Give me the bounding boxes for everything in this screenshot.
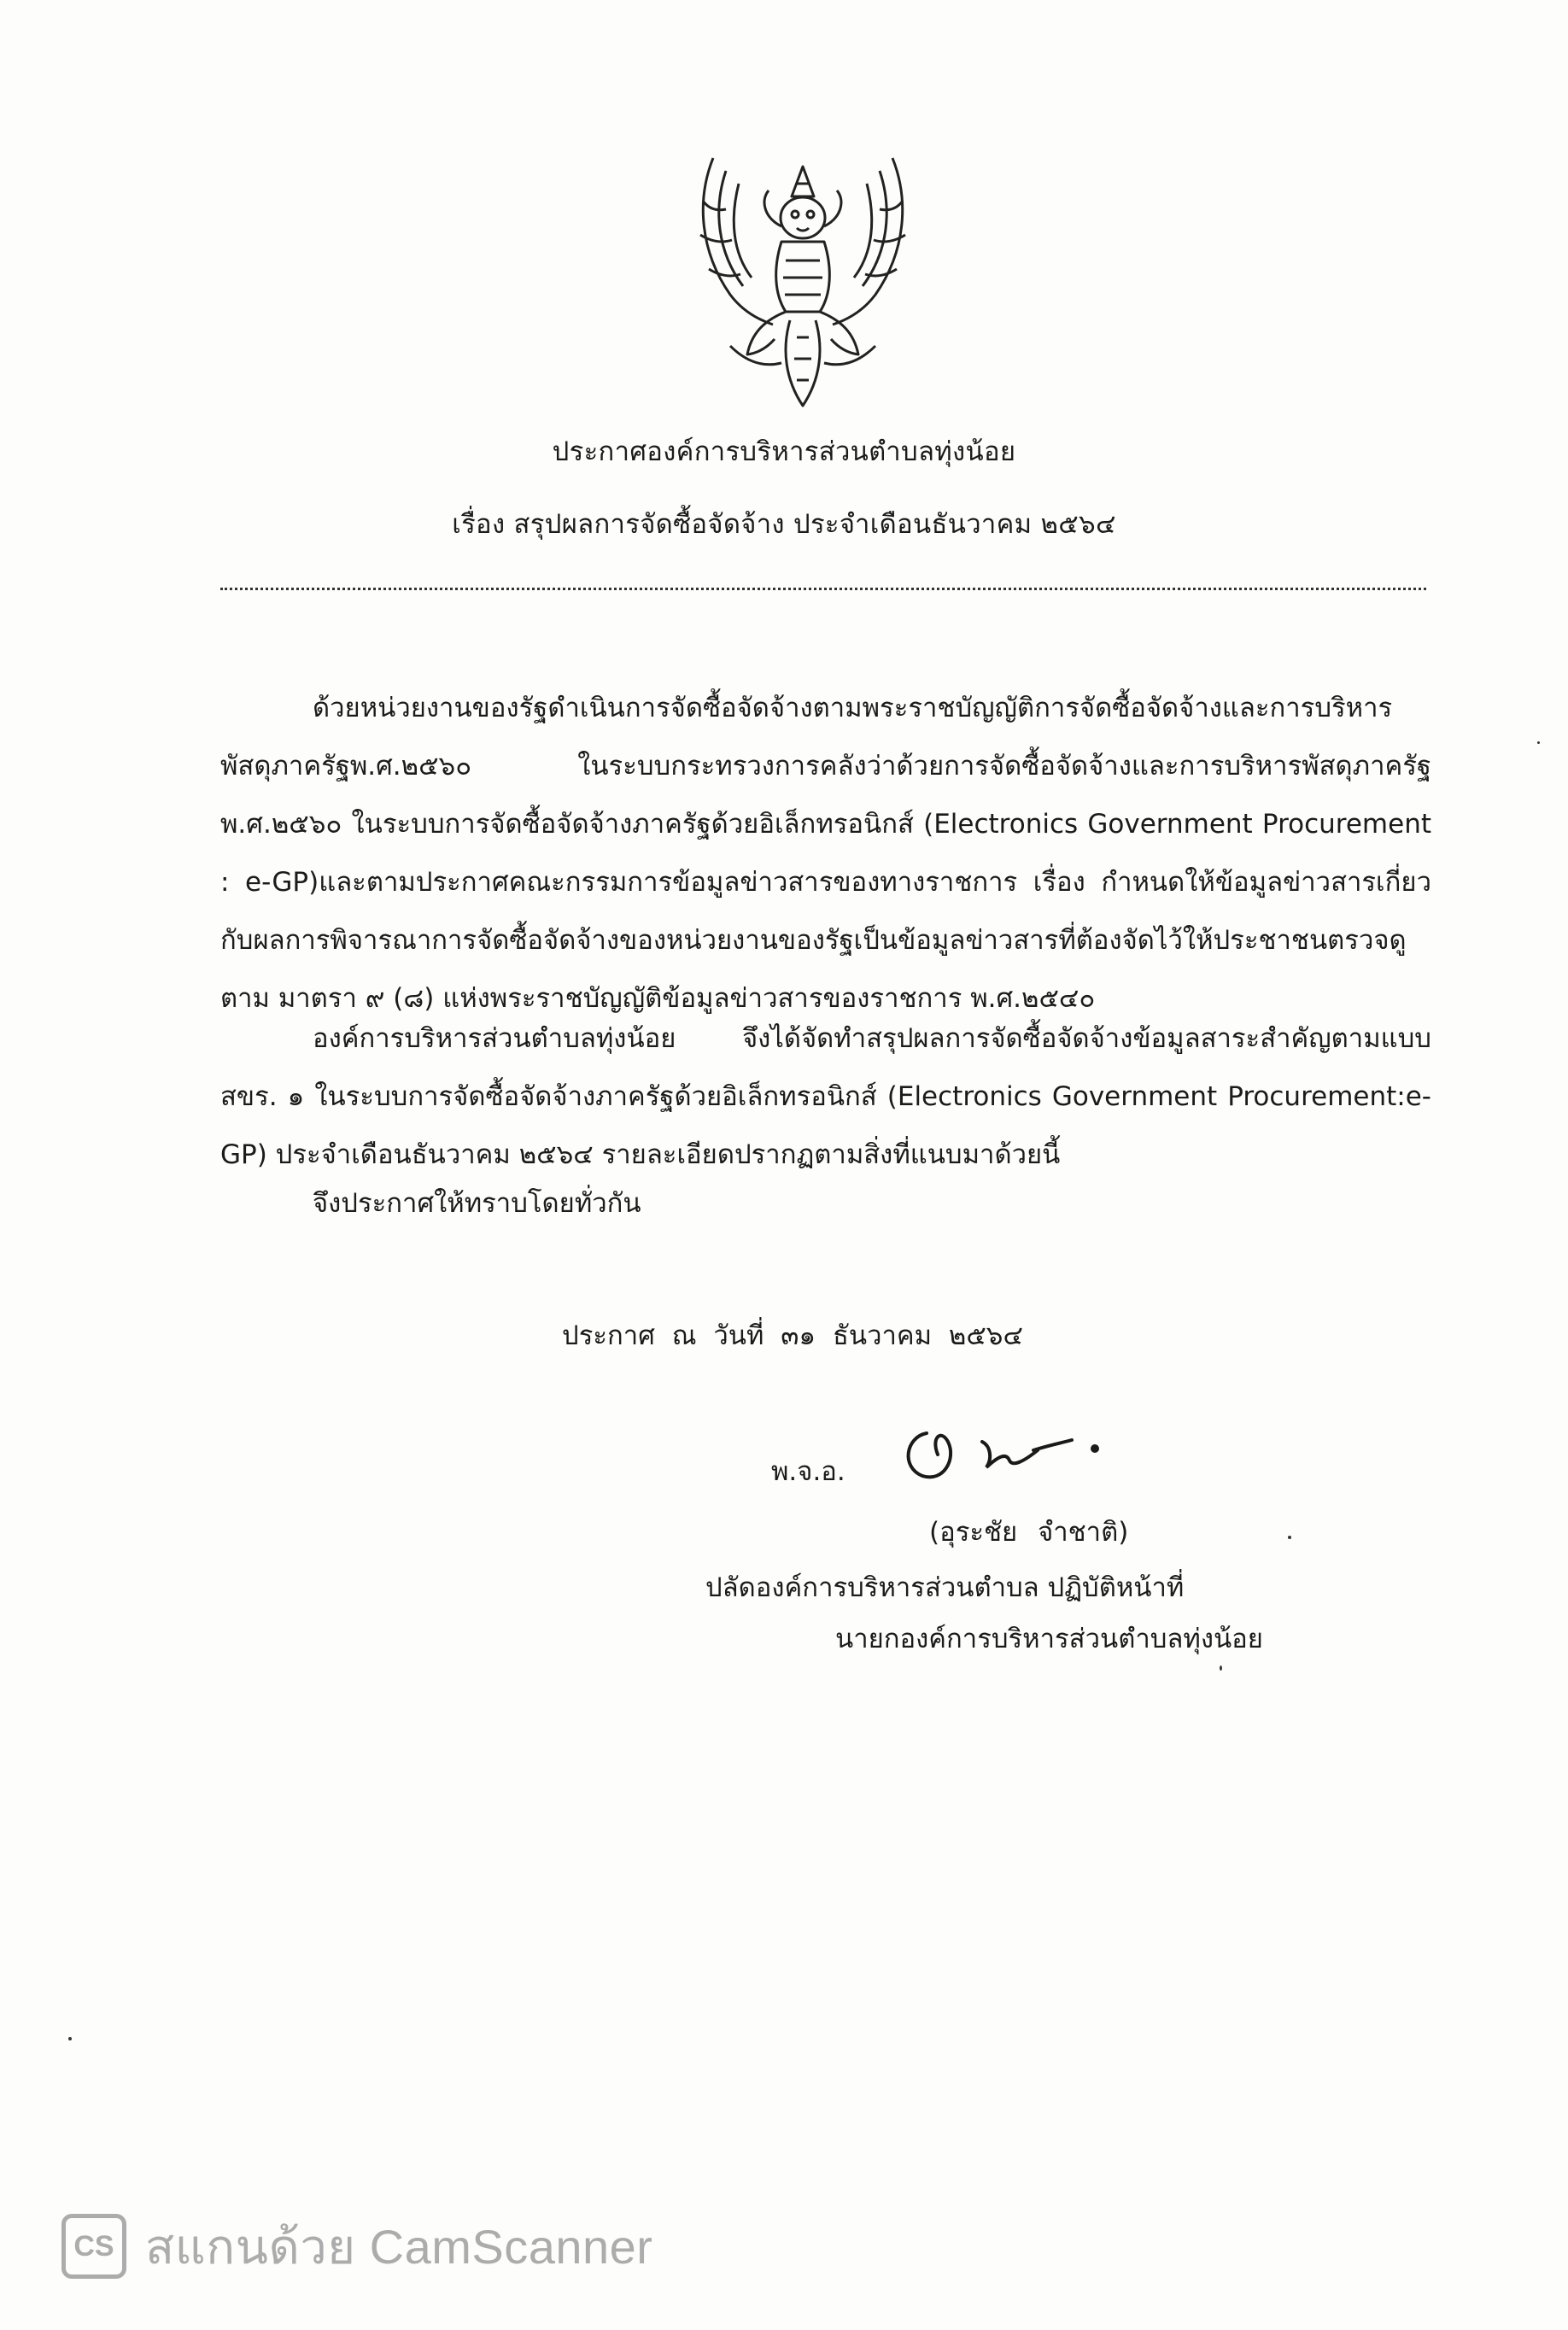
signatory-rank: พ.จ.อ. bbox=[771, 1456, 845, 1487]
subject-line: เรื่อง สรุปผลการจัดซื้อจัดจ้าง ประจำเดือนธันวาคม ๒๕๖๔ bbox=[452, 509, 1116, 540]
announcement-date: ประกาศ ณ วันที่ ๓๑ ธันวาคม ๒๕๖๔ bbox=[562, 1320, 1023, 1351]
dotted-divider bbox=[220, 588, 1426, 590]
garuda-emblem-icon bbox=[679, 149, 927, 423]
body-paragraph-3: จึงประกาศให้ทราบโดยทั่วกัน bbox=[313, 1188, 641, 1219]
body-paragraph-2: องค์การบริหารส่วนตำบลทุ่งน้อย จึงได้จัดทำสรุปผลการจัดซื้อจัดจ้างข้อมูลสาระสำคัญตามแบบ สขร. ๑ ในระบบการจัดซื้อจัดจ้างภาครัฐด้วยอิเล็กทรอนิกส์ (Electronics Government Procurement:e-GP) ประจำเดือนธันวาคม ๒๕๖๔ รายละเอียดปรากฏตามสิ่งที่แนบมาด้วยนี้ bbox=[220, 1023, 1431, 1170]
scan-speck bbox=[1288, 1536, 1291, 1539]
scan-speck bbox=[1537, 741, 1540, 744]
signatory-position-1: ปลัดองค์การบริหารส่วนตำบล ปฏิบัติหน้าที่ bbox=[705, 1572, 1185, 1603]
scan-speck bbox=[1220, 1666, 1222, 1671]
handwritten-signature bbox=[897, 1408, 1119, 1493]
camscanner-logo-icon: CS bbox=[61, 2214, 126, 2279]
watermark-text: สแกนด้วย CamScanner bbox=[145, 2219, 653, 2274]
signatory-name: (อุระชัย จำชาติ) bbox=[929, 1517, 1129, 1548]
announcement-title: ประกาศองค์การบริหารส่วนตำบลทุ่งน้อย bbox=[552, 436, 1016, 467]
body-paragraph-1: ด้วยหน่วยงานของรัฐดำเนินการจัดซื้อจัดจ้างตามพระราชบัญญัติการจัดซื้อจัดจ้างและการบริหารพัสดุภาครัฐพ.ศ.๒๕๖๐ ในระบบกระทรวงการคลังว่าด้วยการจัดซื้อจัดจ้างและการบริหารพัสดุภาครัฐ พ.ศ.๒๕๖๐ ในระบบการจัดซื้อจัดจ้างภาครัฐด้วยอิเล็กทรอนิกส์ (Electronics Government Procurement : e-GP)และตามประกาศคณะกรรมการข้อมูลข่าวสารของทางราชการ เรื่อง กำหนดให้ข้อมูลข่าวสารเกี่ยวกับผลการพิจารณาการจัดซื้อจัดจ้างของหน่วยงานของรัฐเป็นข้อมูลข่าวสารที่ต้องจัดไว้ให้ประชาชนตรวจดูตาม มาตรา ๙ (๘) แห่งพระราชบัญญัติข้อมูลข่าวสารของราชการ พ.ศ.๒๕๔๐ bbox=[220, 693, 1431, 1014]
camscanner-watermark bbox=[61, 2212, 652, 2280]
signatory-position-2: นายกองค์การบริหารส่วนตำบลทุ่งน้อย bbox=[835, 1624, 1263, 1654]
scan-speck bbox=[68, 2037, 72, 2040]
